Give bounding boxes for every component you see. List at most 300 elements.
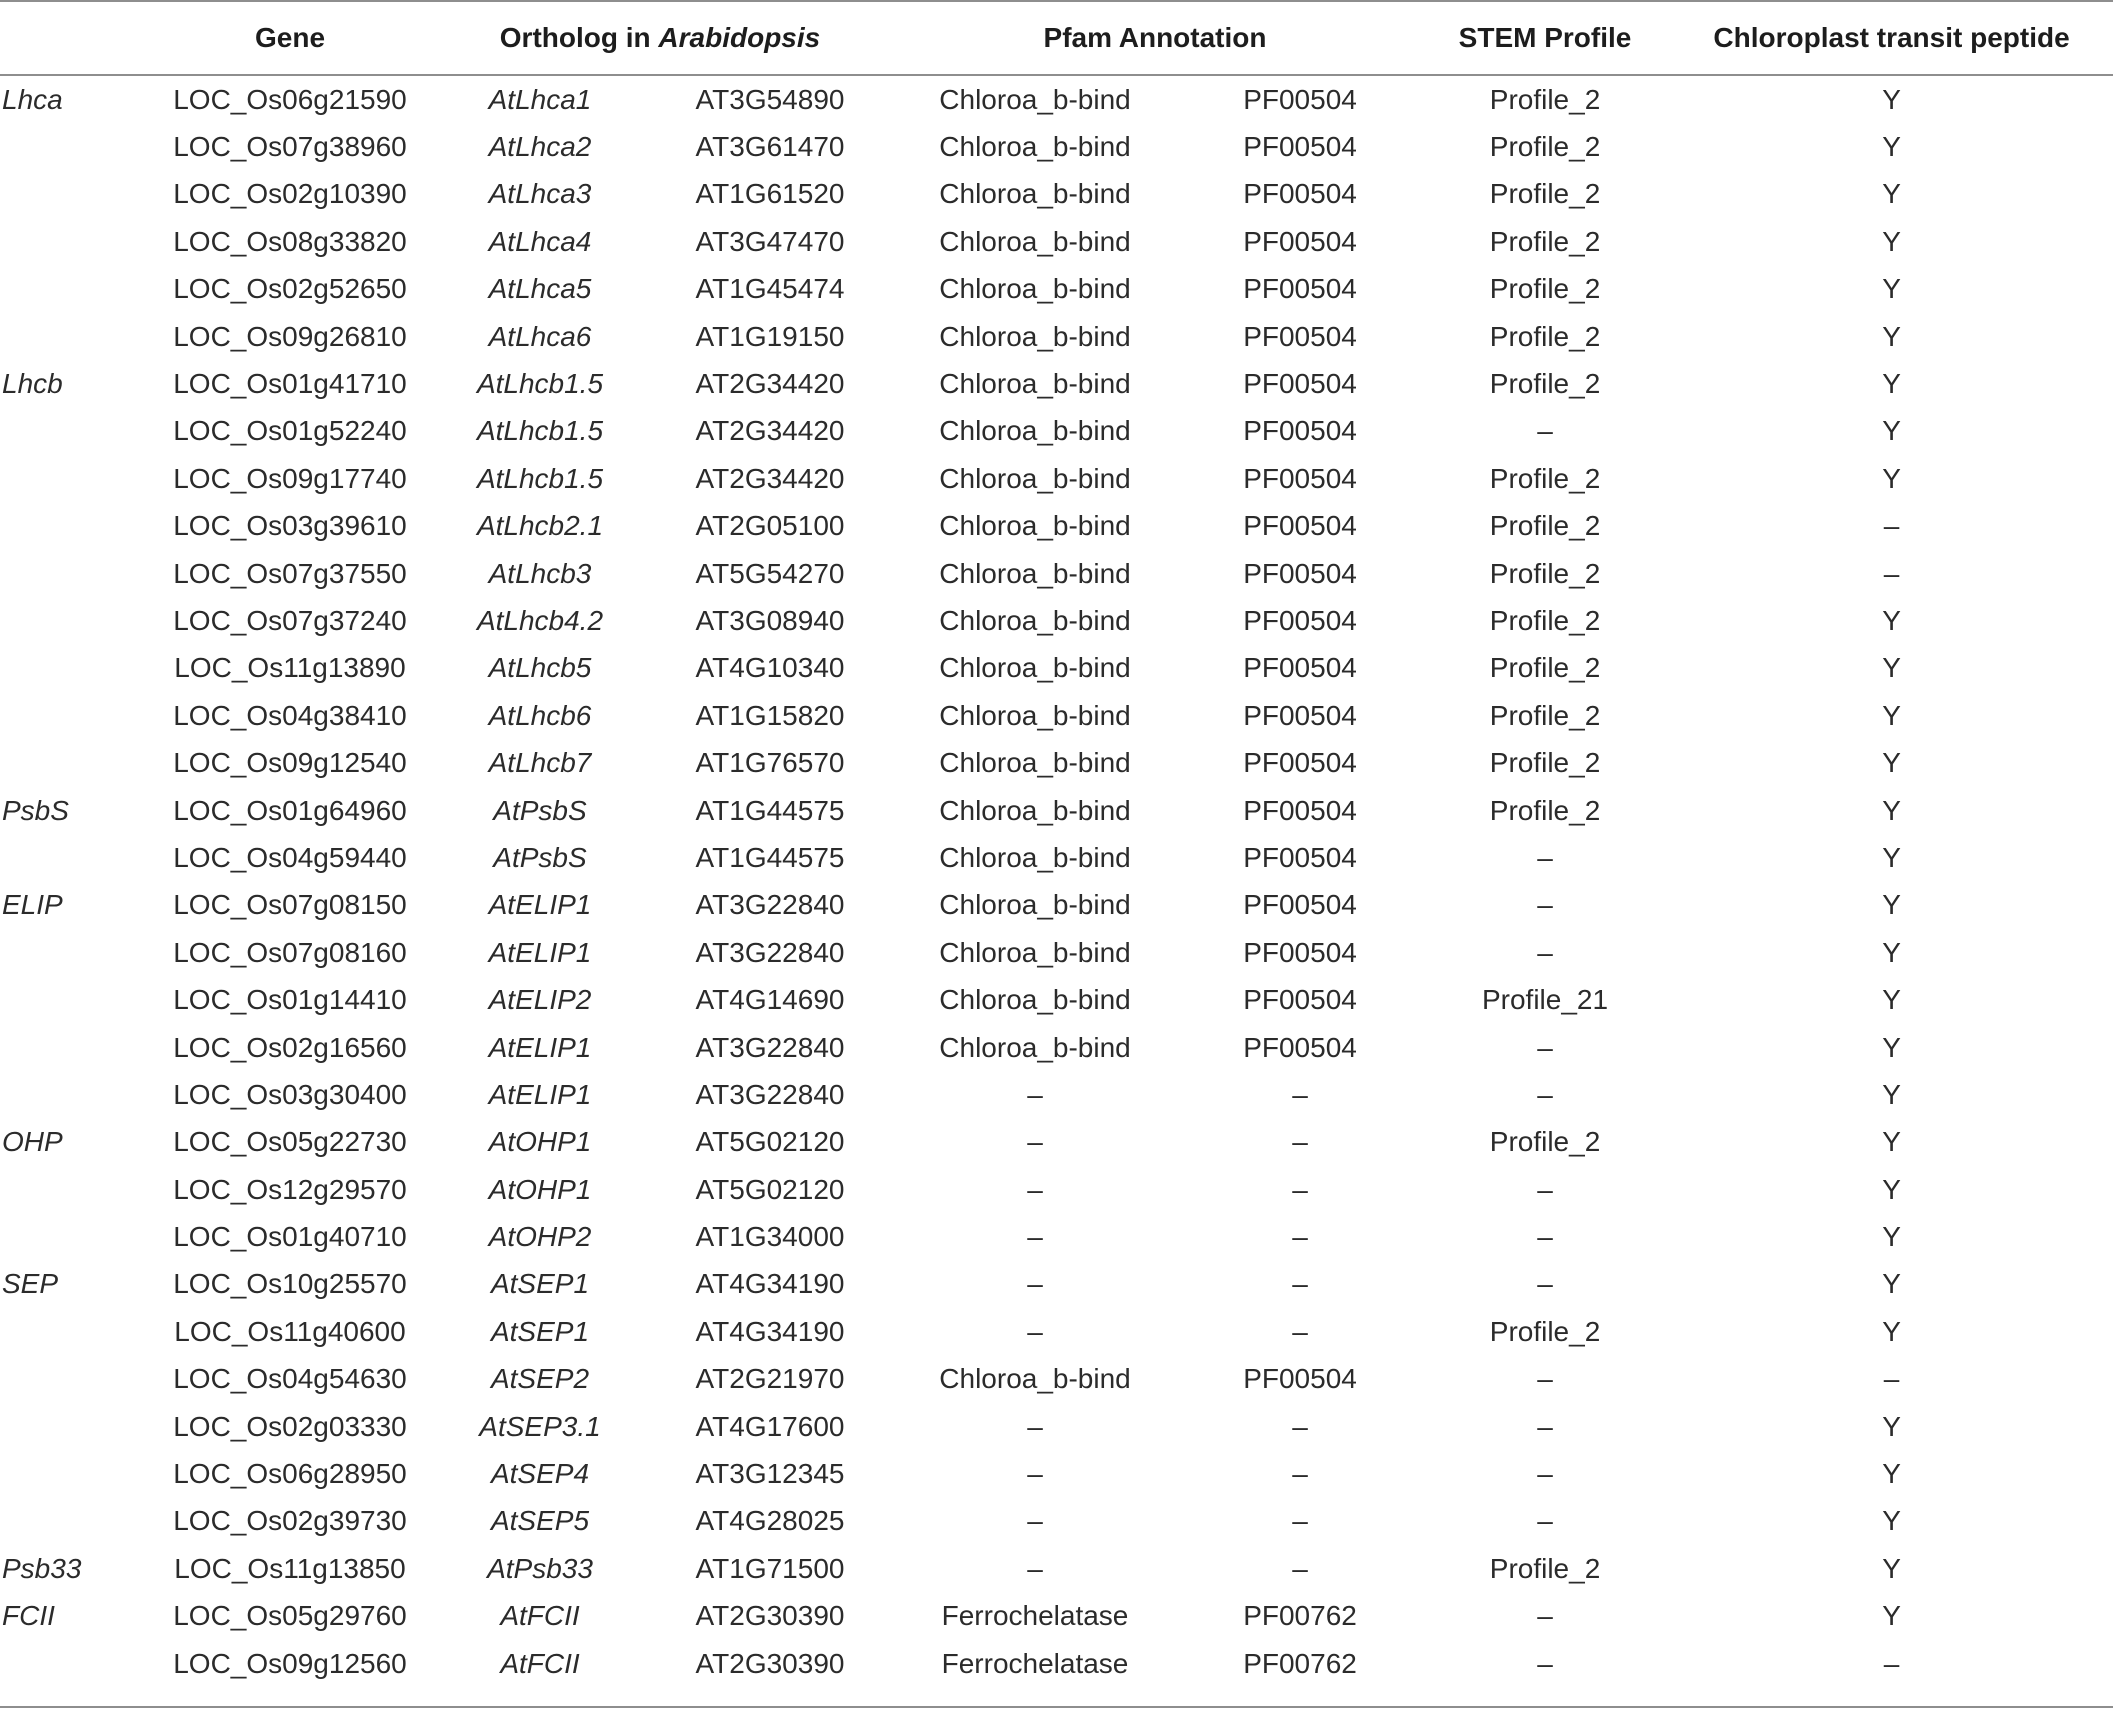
agi-locus-cell: AT5G02120 (695, 1126, 845, 1158)
family-cell: ELIP (2, 889, 63, 921)
transit-peptide-cell: Y (1882, 415, 1901, 447)
agi-locus-cell: AT3G22840 (695, 1078, 845, 1110)
pfam-name-cell: Chloroa_b-bind (939, 984, 1131, 1016)
pfam-id-cell: – (1292, 1078, 1308, 1110)
family-cell (0, 1356, 150, 1403)
pfam-id-cell: PF00504 (1243, 1031, 1357, 1063)
stem-profile-cell: – (1537, 841, 1553, 873)
ortholog-cell: AtSEP1 (490, 1315, 590, 1347)
family-cell (0, 550, 150, 597)
ortholog-cell: AtLhcb1.5 (476, 415, 604, 447)
transit-peptide-cell: – (1883, 1363, 1900, 1395)
transit-peptide-cell: Y (1882, 1552, 1901, 1584)
transit-peptide-cell: Y (1882, 1078, 1901, 1110)
gene-cell: LOC_Os09g17740 (173, 462, 407, 494)
pfam-id-cell: PF00504 (1243, 368, 1357, 400)
table-row (0, 882, 2113, 929)
stem-profile-cell: – (1537, 1173, 1553, 1205)
table-row (0, 503, 2113, 550)
pfam-name-cell: – (1027, 1315, 1043, 1347)
ortholog-cell: AtLhcb2.1 (476, 510, 604, 542)
table-row (0, 787, 2113, 834)
family-cell (0, 218, 150, 265)
ortholog-cell: AtLhca1 (488, 83, 592, 115)
agi-locus-cell: AT1G34000 (695, 1221, 845, 1253)
transit-peptide-cell: Y (1882, 1600, 1901, 1632)
ortholog-cell: AtELIP2 (488, 984, 592, 1016)
gene-cell: LOC_Os11g40600 (174, 1315, 406, 1347)
pfam-name-cell: Chloroa_b-bind (939, 604, 1131, 636)
agi-locus-cell: AT2G05100 (695, 510, 845, 542)
stem-profile-cell: Profile_2 (1489, 699, 1601, 731)
gene-cell: LOC_Os04g54630 (173, 1363, 407, 1395)
transit-peptide-cell: Y (1882, 462, 1901, 494)
stem-header: STEM Profile (1458, 22, 1632, 53)
stem-profile-cell: Profile_2 (1489, 794, 1601, 826)
pfam-name-cell: Chloroa_b-bind (939, 510, 1131, 542)
table-row (0, 455, 2113, 502)
pfam-name-cell: – (1027, 1458, 1043, 1490)
agi-locus-cell: AT3G22840 (695, 889, 845, 921)
ortholog-cell: AtELIP1 (488, 1078, 592, 1110)
gene-header: Gene (254, 22, 326, 53)
stem-profile-cell: – (1537, 1505, 1553, 1537)
family-cell (0, 1213, 150, 1260)
ortholog-cell: AtLhcb1.5 (476, 462, 604, 494)
ortholog-cell: AtPsbS (493, 841, 587, 873)
gene-cell: LOC_Os02g10390 (173, 178, 407, 210)
pfam-id-cell: PF00504 (1243, 462, 1357, 494)
family-header (0, 0, 150, 76)
pfam-name-cell: – (1027, 1505, 1043, 1537)
table-row (0, 1261, 2113, 1308)
stem-profile-cell: Profile_2 (1489, 178, 1601, 210)
transit-peptide-cell: Y (1882, 1505, 1901, 1537)
transit-peptide-cell: Y (1882, 889, 1901, 921)
agi-locus-cell: AT2G34420 (695, 415, 845, 447)
stem-profile-cell: Profile_2 (1489, 652, 1601, 684)
pfam-name-cell: Chloroa_b-bind (939, 320, 1131, 352)
gene-cell: LOC_Os01g41710 (173, 368, 407, 400)
table-row (0, 1450, 2113, 1497)
transit-peptide-cell: Y (1882, 604, 1901, 636)
family-cell (0, 929, 150, 976)
agi-locus-cell: AT1G19150 (695, 320, 845, 352)
agi-locus-cell: AT3G54890 (695, 83, 845, 115)
family-cell (0, 976, 150, 1023)
pfam-name-cell: Chloroa_b-bind (939, 83, 1131, 115)
family-cell (0, 408, 150, 455)
pfam-header: Pfam Annotation (1043, 22, 1267, 53)
pfam-id-cell: PF00504 (1243, 273, 1357, 305)
pfam-name-cell: – (1027, 1221, 1043, 1253)
family-cell: Psb33 (2, 1552, 82, 1584)
transit-peptide-cell: Y (1882, 936, 1901, 968)
table-row (0, 76, 2113, 123)
transit-peptide-cell: Y (1882, 273, 1901, 305)
table-row (0, 1308, 2113, 1355)
transit-peptide-cell: Y (1882, 1126, 1901, 1158)
pfam-name-cell: – (1027, 1552, 1043, 1584)
family-cell (0, 834, 150, 881)
stem-profile-cell: – (1537, 1031, 1553, 1063)
pfam-id-cell: PF00504 (1243, 936, 1357, 968)
gene-cell: LOC_Os10g25570 (173, 1268, 407, 1300)
gene-cell: LOC_Os05g22730 (173, 1126, 407, 1158)
family-cell (0, 1450, 150, 1497)
table-row (0, 123, 2113, 170)
pfam-name-cell: Chloroa_b-bind (939, 415, 1131, 447)
transit-peptide-cell: Y (1882, 699, 1901, 731)
stem-profile-cell: – (1537, 1221, 1553, 1253)
pfam-id-cell: – (1292, 1505, 1308, 1537)
ortholog-cell: AtOHP1 (488, 1173, 592, 1205)
gene-cell: LOC_Os02g16560 (173, 1031, 407, 1063)
transit-peptide-cell: Y (1882, 131, 1901, 163)
pfam-name-cell: Chloroa_b-bind (939, 225, 1131, 257)
stem-profile-cell: – (1537, 1363, 1553, 1395)
transit-peptide-cell: Y (1882, 1031, 1901, 1063)
stem-profile-cell: Profile_2 (1489, 225, 1601, 257)
pfam-id-cell: – (1292, 1410, 1308, 1442)
pfam-id-cell: PF00762 (1243, 1600, 1357, 1632)
ortholog-header-prefix: Ortholog in (499, 22, 659, 53)
transit-peptide-cell: – (1883, 557, 1900, 589)
table-row (0, 171, 2113, 218)
transit-peptide-cell: Y (1882, 83, 1901, 115)
agi-locus-cell: AT1G45474 (695, 273, 845, 305)
ortholog-cell: AtLhcb7 (488, 747, 592, 779)
pfam-id-cell: PF00504 (1243, 131, 1357, 163)
stem-profile-cell: – (1537, 1268, 1553, 1300)
family-cell: Lhca (2, 83, 63, 115)
stem-profile-cell: Profile_2 (1489, 1552, 1601, 1584)
table-body (0, 76, 2113, 1687)
table-row (0, 360, 2113, 407)
gene-cell: LOC_Os07g08150 (173, 889, 407, 921)
table-row (0, 692, 2113, 739)
ortholog-cell: AtLhca2 (488, 131, 592, 163)
gene-cell: LOC_Os07g37240 (173, 604, 407, 636)
table-row (0, 1498, 2113, 1545)
pfam-name-cell: Ferrochelatase (941, 1647, 1129, 1679)
stem-profile-cell: Profile_2 (1489, 320, 1601, 352)
pfam-name-cell: Chloroa_b-bind (939, 131, 1131, 163)
transit-peptide-cell: Y (1882, 1173, 1901, 1205)
pfam-name-cell: Chloroa_b-bind (939, 936, 1131, 968)
pfam-name-cell: Chloroa_b-bind (939, 178, 1131, 210)
table-row (0, 313, 2113, 360)
stem-profile-cell: – (1537, 1600, 1553, 1632)
agi-locus-cell: AT4G17600 (695, 1410, 845, 1442)
stem-profile-cell: Profile_2 (1489, 510, 1601, 542)
stem-profile-cell: – (1537, 936, 1553, 968)
ortholog-cell: AtLhcb1.5 (476, 368, 604, 400)
agi-locus-cell: AT3G61470 (695, 131, 845, 163)
ortholog-cell: AtPsb33 (487, 1552, 593, 1584)
pfam-name-cell: Chloroa_b-bind (939, 652, 1131, 684)
pfam-name-cell: Chloroa_b-bind (939, 794, 1131, 826)
agi-locus-cell: AT1G76570 (695, 747, 845, 779)
family-cell (0, 455, 150, 502)
agi-locus-cell: AT3G12345 (695, 1458, 845, 1490)
gene-cell: LOC_Os01g52240 (173, 415, 407, 447)
pfam-name-cell: – (1027, 1410, 1043, 1442)
ortholog-header (430, 0, 890, 76)
pfam-name-cell: Chloroa_b-bind (939, 368, 1131, 400)
ortholog-cell: AtOHP2 (488, 1221, 592, 1253)
family-cell (0, 692, 150, 739)
ortholog-cell: AtLhcb3 (488, 557, 592, 589)
table-row (0, 976, 2113, 1023)
agi-locus-cell: AT2G34420 (695, 462, 845, 494)
header-row (0, 0, 2113, 76)
agi-locus-cell: AT4G14690 (695, 984, 845, 1016)
agi-locus-cell: AT4G34190 (695, 1315, 845, 1347)
ctp-header: Chloroplast transit peptide (1713, 22, 2070, 53)
stem-profile-cell: – (1537, 1078, 1553, 1110)
gene-cell: LOC_Os07g37550 (173, 557, 407, 589)
family-cell (0, 266, 150, 313)
ortholog-cell: AtSEP3.1 (479, 1410, 601, 1442)
agi-locus-cell: AT3G47470 (695, 225, 845, 257)
agi-locus-cell: AT4G34190 (695, 1268, 845, 1300)
agi-locus-cell: AT4G10340 (695, 652, 845, 684)
ortholog-cell: AtSEP2 (490, 1363, 590, 1395)
pfam-name-cell: Chloroa_b-bind (939, 273, 1131, 305)
table-row (0, 218, 2113, 265)
gene-cell: LOC_Os09g26810 (173, 320, 407, 352)
family-cell (0, 1024, 150, 1071)
pfam-id-cell: PF00504 (1243, 415, 1357, 447)
transit-peptide-cell: – (1883, 510, 1900, 542)
pfam-name-cell: Ferrochelatase (941, 1600, 1129, 1632)
agi-locus-cell: AT2G30390 (695, 1647, 845, 1679)
pfam-id-cell: PF00504 (1243, 889, 1357, 921)
agi-locus-cell: AT3G22840 (695, 1031, 845, 1063)
table-row (0, 1166, 2113, 1213)
family-cell (0, 597, 150, 644)
ortholog-cell: AtFCII (500, 1600, 580, 1632)
family-cell (0, 1166, 150, 1213)
stem-profile-cell: Profile_2 (1489, 1126, 1601, 1158)
gene-cell: LOC_Os02g03330 (173, 1410, 407, 1442)
family-cell (0, 1071, 150, 1118)
stem-profile-cell: Profile_2 (1489, 1315, 1601, 1347)
pfam-name-cell: – (1027, 1126, 1043, 1158)
ortholog-cell: AtLhcb6 (488, 699, 592, 731)
gene-cell: LOC_Os03g30400 (173, 1078, 407, 1110)
transit-peptide-cell: Y (1882, 984, 1901, 1016)
family-cell (0, 645, 150, 692)
pfam-name-cell: Chloroa_b-bind (939, 1031, 1131, 1063)
pfam-name-cell: Chloroa_b-bind (939, 889, 1131, 921)
transit-peptide-cell: Y (1882, 1458, 1901, 1490)
pfam-name-cell: Chloroa_b-bind (939, 841, 1131, 873)
transit-peptide-cell: Y (1882, 652, 1901, 684)
pfam-name-cell: Chloroa_b-bind (939, 699, 1131, 731)
pfam-id-cell: PF00504 (1243, 225, 1357, 257)
ortholog-cell: AtELIP1 (488, 1031, 592, 1063)
family-cell (0, 313, 150, 360)
agi-locus-cell: AT5G54270 (695, 557, 845, 589)
table-row (0, 739, 2113, 786)
pfam-name-cell: – (1027, 1078, 1043, 1110)
family-cell (0, 1308, 150, 1355)
transit-peptide-cell: Y (1882, 1315, 1901, 1347)
gene-cell: LOC_Os06g21590 (173, 83, 407, 115)
table-row (0, 1356, 2113, 1403)
gene-cell: LOC_Os07g08160 (173, 936, 407, 968)
stem-profile-cell: Profile_21 (1481, 984, 1609, 1016)
ortholog-cell: AtSEP4 (490, 1458, 590, 1490)
gene-cell: LOC_Os06g28950 (173, 1458, 407, 1490)
agi-locus-cell: AT2G21970 (695, 1363, 845, 1395)
transit-peptide-cell: Y (1882, 747, 1901, 779)
gene-cell: LOC_Os12g29570 (173, 1173, 407, 1205)
family-cell (0, 1640, 150, 1687)
transit-peptide-cell: Y (1882, 225, 1901, 257)
pfam-id-cell: – (1292, 1458, 1308, 1490)
transit-peptide-cell: Y (1882, 841, 1901, 873)
agi-locus-cell: AT1G44575 (695, 841, 845, 873)
ortholog-header-species: Arabidopsis (658, 22, 821, 53)
stem-profile-cell: – (1537, 1647, 1553, 1679)
gene-cell: LOC_Os01g40710 (173, 1221, 407, 1253)
stem-profile-cell: Profile_2 (1489, 462, 1601, 494)
family-cell (0, 739, 150, 786)
gene-cell: LOC_Os05g29760 (173, 1600, 407, 1632)
pfam-id-cell: PF00762 (1243, 1647, 1357, 1679)
ortholog-cell: AtELIP1 (488, 889, 592, 921)
table-row (0, 929, 2113, 976)
agi-locus-cell: AT2G30390 (695, 1600, 845, 1632)
gene-cell: LOC_Os02g39730 (173, 1505, 407, 1537)
stem-profile-cell: Profile_2 (1489, 747, 1601, 779)
stem-profile-cell: – (1537, 1410, 1553, 1442)
gene-cell: LOC_Os09g12540 (173, 747, 407, 779)
transit-peptide-cell: – (1883, 1647, 1900, 1679)
family-cell: FCII (2, 1600, 55, 1632)
gene-cell: LOC_Os09g12560 (173, 1647, 407, 1679)
ortholog-cell: AtLhca4 (488, 225, 592, 257)
ortholog-cell: AtFCII (500, 1647, 580, 1679)
gene-cell: LOC_Os02g52650 (173, 273, 407, 305)
pfam-id-cell: PF00504 (1243, 794, 1357, 826)
gene-cell: LOC_Os01g14410 (173, 984, 407, 1016)
stem-profile-cell: Profile_2 (1489, 83, 1601, 115)
table-row (0, 645, 2113, 692)
ortholog-cell: AtELIP1 (488, 936, 592, 968)
family-cell: Lhcb (2, 368, 63, 400)
table-row (0, 597, 2113, 644)
agi-locus-cell: AT3G22840 (695, 936, 845, 968)
family-cell (0, 123, 150, 170)
pfam-name-cell: Chloroa_b-bind (939, 557, 1131, 589)
table-row (0, 408, 2113, 455)
ortholog-cell: AtSEP1 (490, 1268, 590, 1300)
pfam-id-cell: PF00504 (1243, 510, 1357, 542)
agi-locus-cell: AT2G34420 (695, 368, 845, 400)
bottom-rule (0, 1706, 2113, 1708)
transit-peptide-cell: Y (1882, 178, 1901, 210)
pfam-name-cell: Chloroa_b-bind (939, 1363, 1131, 1395)
pfam-id-cell: PF00504 (1243, 604, 1357, 636)
pfam-id-cell: – (1292, 1268, 1308, 1300)
table-row (0, 834, 2113, 881)
stem-profile-cell: Profile_2 (1489, 368, 1601, 400)
family-cell: SEP (2, 1268, 59, 1300)
gene-cell: LOC_Os11g13890 (174, 652, 406, 684)
ortholog-cell: AtLhcb5 (488, 652, 592, 684)
family-cell (0, 503, 150, 550)
table-row (0, 266, 2113, 313)
pfam-name-cell: Chloroa_b-bind (939, 462, 1131, 494)
transit-peptide-cell: Y (1882, 1221, 1901, 1253)
stem-profile-cell: – (1537, 1458, 1553, 1490)
ortholog-cell: AtLhcb4.2 (476, 604, 604, 636)
table-row (0, 1545, 2113, 1592)
table-row (0, 1593, 2113, 1640)
table-row (0, 1213, 2113, 1260)
pfam-id-cell: PF00504 (1243, 747, 1357, 779)
pfam-name-cell: Chloroa_b-bind (939, 747, 1131, 779)
pfam-name-cell: – (1027, 1268, 1043, 1300)
pfam-id-cell: PF00504 (1243, 699, 1357, 731)
gene-cell: LOC_Os03g39610 (173, 510, 407, 542)
table-row (0, 1403, 2113, 1450)
pfam-id-cell: – (1292, 1552, 1308, 1584)
transit-peptide-cell: Y (1882, 794, 1901, 826)
pfam-id-cell: PF00504 (1243, 178, 1357, 210)
family-cell (0, 1498, 150, 1545)
gene-cell: LOC_Os07g38960 (173, 131, 407, 163)
stem-profile-cell: – (1537, 415, 1553, 447)
ortholog-cell: AtPsbS (493, 794, 587, 826)
ortholog-cell: AtLhca5 (488, 273, 592, 305)
pfam-id-cell: PF00504 (1243, 652, 1357, 684)
transit-peptide-cell: Y (1882, 1268, 1901, 1300)
table-row (0, 1119, 2113, 1166)
agi-locus-cell: AT1G15820 (695, 699, 845, 731)
agi-locus-cell: AT1G44575 (695, 794, 845, 826)
table-row (0, 1024, 2113, 1071)
pfam-id-cell: – (1292, 1126, 1308, 1158)
pfam-id-cell: PF00504 (1243, 83, 1357, 115)
pfam-name-cell: – (1027, 1173, 1043, 1205)
gene-cell: LOC_Os08g33820 (173, 225, 407, 257)
table-row (0, 1640, 2113, 1687)
pfam-id-cell: – (1292, 1315, 1308, 1347)
pfam-id-cell: PF00504 (1243, 841, 1357, 873)
pfam-id-cell: – (1292, 1221, 1308, 1253)
ortholog-cell: AtSEP5 (490, 1505, 590, 1537)
agi-locus-cell: AT3G08940 (695, 604, 845, 636)
pfam-id-cell: PF00504 (1243, 1363, 1357, 1395)
agi-locus-cell: AT1G61520 (695, 178, 845, 210)
gene-cell: LOC_Os11g13850 (174, 1552, 406, 1584)
table-row (0, 1071, 2113, 1118)
stem-profile-cell: – (1537, 889, 1553, 921)
gene-cell: LOC_Os01g64960 (173, 794, 407, 826)
stem-profile-cell: Profile_2 (1489, 273, 1601, 305)
transit-peptide-cell: Y (1882, 1410, 1901, 1442)
agi-locus-cell: AT5G02120 (695, 1173, 845, 1205)
pfam-id-cell: PF00504 (1243, 320, 1357, 352)
gene-cell: LOC_Os04g59440 (173, 841, 407, 873)
table-row (0, 550, 2113, 597)
ortholog-cell: AtOHP1 (488, 1126, 592, 1158)
